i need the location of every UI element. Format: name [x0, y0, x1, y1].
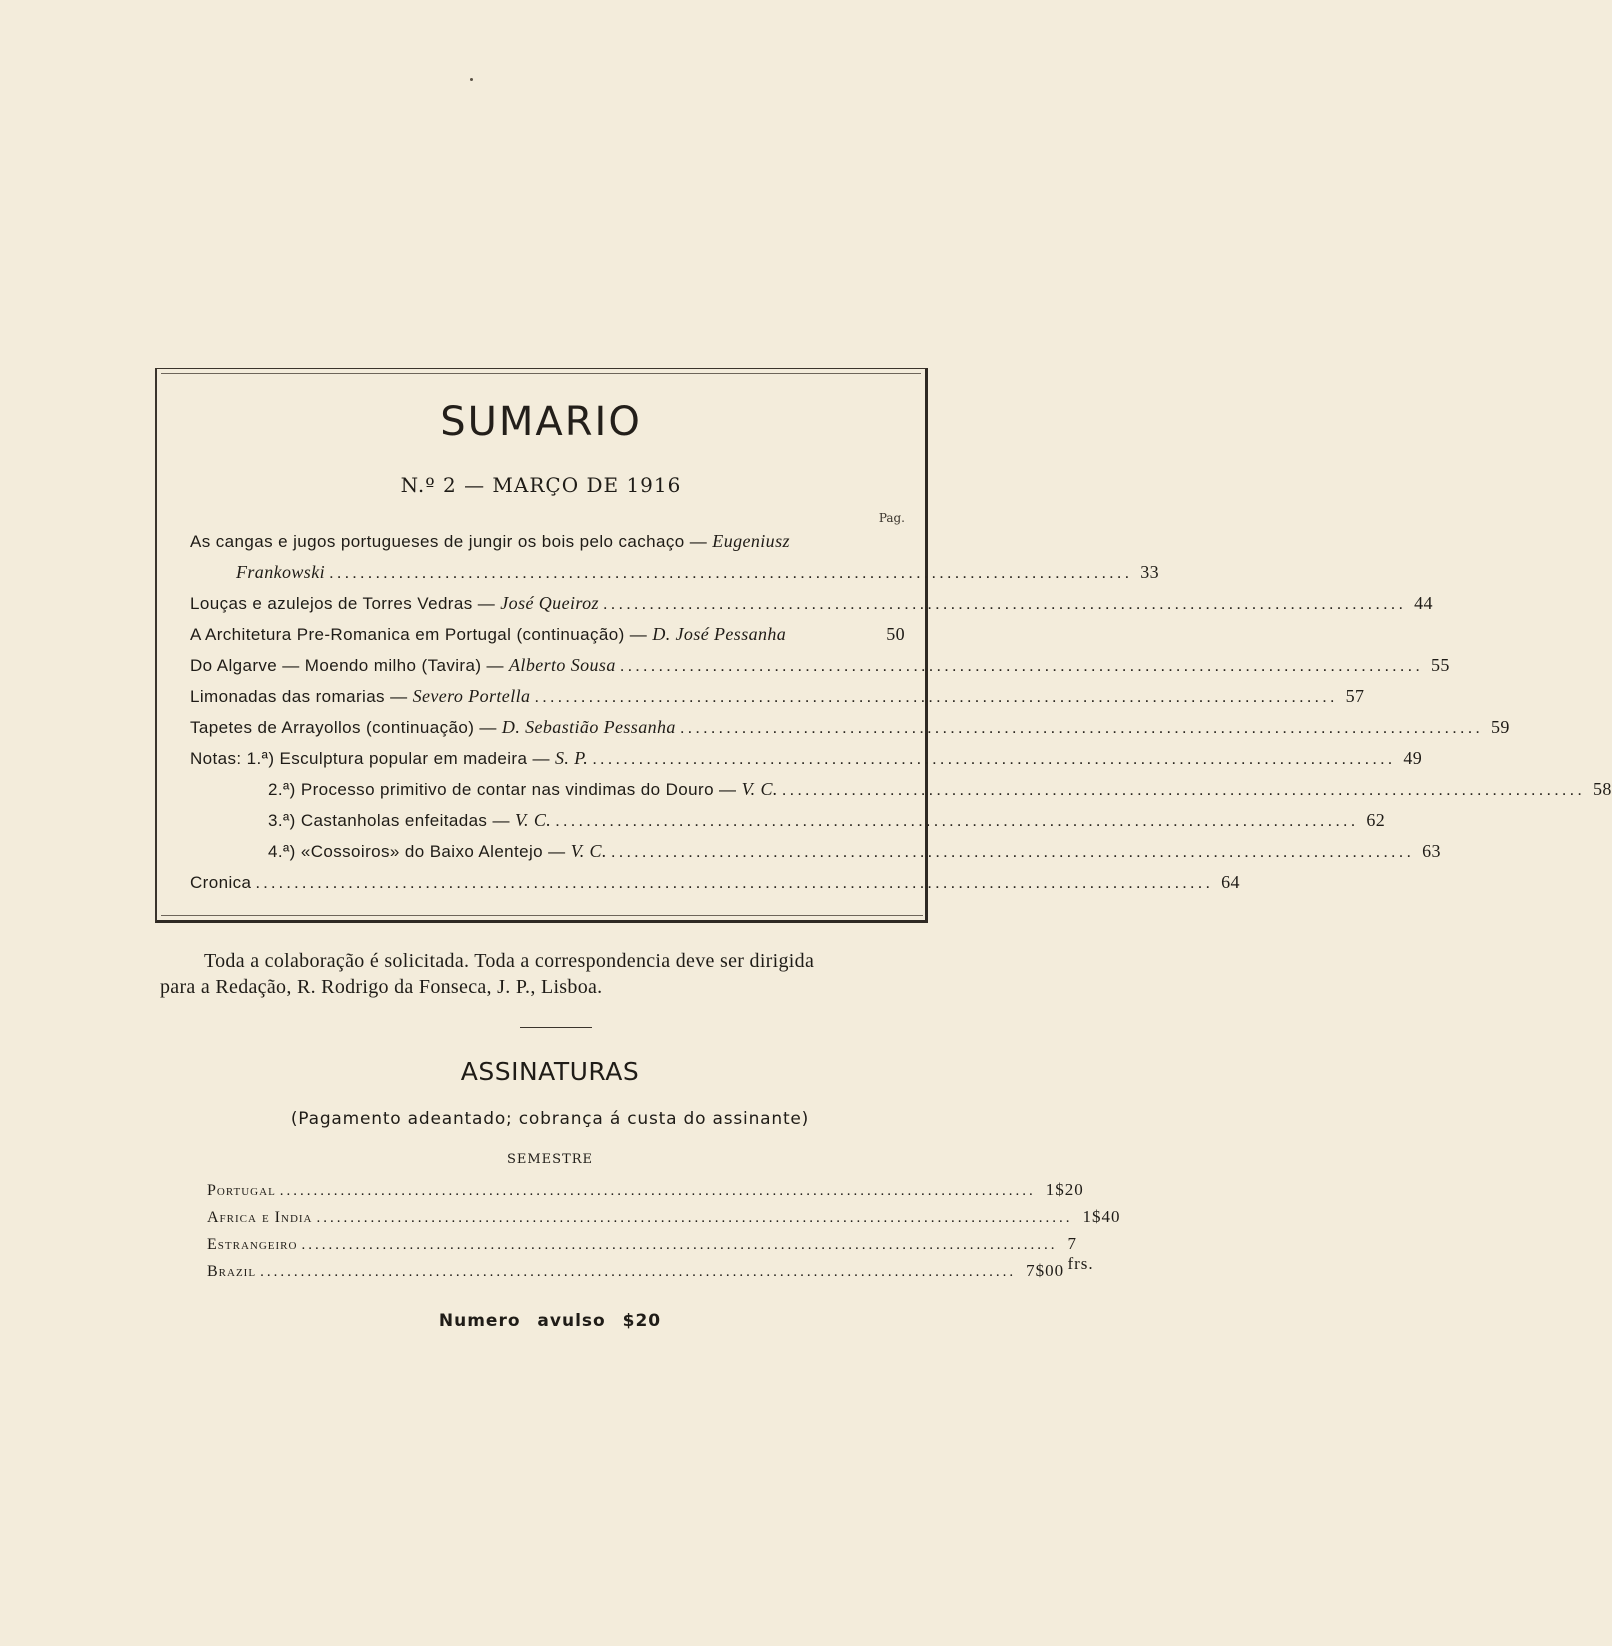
toc-entry	[190, 624, 905, 655]
toc-entry-author: Frankowski	[236, 562, 325, 582]
toc-entry-title: 4.ª) «Cossoiros» do Baixo Alentejo —	[268, 842, 571, 861]
toc-entry-page: 62	[1366, 810, 1386, 830]
toc-entry-page: 57	[1345, 686, 1365, 706]
toc-entry-title: A Architetura Pre-Romanica em Portugal (continuação) —	[190, 625, 653, 644]
dot-leader: ................................................................................................................	[260, 1264, 1017, 1280]
toc-entry	[190, 562, 1160, 593]
toc-entry-page: 63	[1422, 841, 1441, 861]
subscriptions-title: ASSINATURAS	[460, 1057, 640, 1086]
toc-entry-title: 2.ª) Processo primitivo de contar nas vindimas do Douro —	[268, 780, 742, 799]
issue-line: N.º 2 — MARÇO DE 1916	[400, 473, 682, 497]
price-value: 1$40	[1082, 1207, 1121, 1226]
price-row	[207, 1261, 1065, 1288]
dot-leader: ........................................................................................................	[781, 780, 1585, 799]
summary-box-inner-rule-top	[161, 373, 921, 374]
toc-entry-author: V. C.	[570, 841, 607, 861]
contribution-notice	[160, 948, 940, 1000]
price-region: Portugal	[207, 1182, 276, 1199]
toc-entry	[190, 593, 1433, 624]
toc-entry-title: Notas: 1.ª) Esculptura popular em madeira —	[190, 749, 555, 768]
price-row	[207, 1207, 1121, 1234]
summary-box-inner-rule-bottom	[161, 915, 923, 916]
dot-leader: ........................................................................................................	[329, 563, 1133, 582]
toc-entry-author: Alberto Sousa	[509, 655, 616, 675]
toc-entry-author: D. Sebastião Pessanha	[501, 717, 676, 737]
toc-entry-page: 33	[1140, 562, 1160, 582]
subscription-price-list	[207, 1180, 1121, 1288]
toc-entry-page: 44	[1414, 593, 1433, 613]
toc-entry-title: Do Algarve — Moendo milho (Tavira) —	[190, 656, 510, 675]
toc-entry-page: 55	[1430, 655, 1450, 675]
price-value: 7 frs.	[1067, 1234, 1094, 1273]
price-row	[207, 1180, 1084, 1207]
dot-leader: ............................................................................................................................	[255, 873, 1214, 892]
dot-leader: ................................................................................................................	[301, 1237, 1058, 1253]
toc-entry-page: 50	[886, 624, 905, 644]
dot-leader: ........................................................................................................	[679, 718, 1484, 737]
toc-entry-author: Severo Portella	[412, 686, 531, 706]
toc-entry	[190, 810, 1386, 841]
dot-leader: ................................................................................................................	[316, 1210, 1073, 1226]
summary-box	[155, 368, 1612, 923]
toc-entry	[190, 655, 1450, 686]
toc-entry-author: V. C.	[741, 779, 778, 799]
price-value: 7$00	[1026, 1261, 1065, 1280]
subscriptions-note: (Pagamento adeantado; cobrança á custa do assinante)	[290, 1109, 810, 1129]
toc-entry-title: Cronica	[190, 873, 252, 892]
toc-entry-author: D. José Pessanha	[652, 624, 787, 644]
toc-entry-title: Louças e azulejos de Torres Vedras —	[190, 594, 501, 613]
toc-entry	[190, 686, 1365, 717]
section-divider	[520, 1027, 592, 1028]
toc-entry-author: José Queiroz	[500, 593, 599, 613]
dot-leader: ................................................................................................................	[279, 1183, 1036, 1199]
summary-title: SUMARIO	[440, 399, 642, 445]
toc-entry-author: S. P.	[555, 748, 589, 768]
dot-leader: ........................................................................................................	[619, 656, 1423, 675]
toc-entry	[190, 872, 1240, 903]
toc-entry-title: Tapetes de Arrayollos (continuação) —	[190, 718, 502, 737]
toc-entry-title: 3.ª) Castanholas enfeitadas —	[268, 811, 515, 830]
price-value: 1$20	[1045, 1180, 1084, 1199]
toc-entry	[190, 779, 1612, 810]
toc-entry-page: 58	[1592, 779, 1612, 799]
toc-entry	[190, 841, 1441, 872]
paper-speck	[470, 78, 473, 81]
dot-leader: ........................................................................................................	[610, 842, 1415, 861]
toc-entry-author: Eugeniusz	[712, 531, 790, 551]
toc-entry	[190, 717, 1510, 748]
toc-entry-page: 59	[1491, 717, 1510, 737]
toc-entry	[190, 748, 1423, 779]
toc-entry-page: 49	[1403, 748, 1423, 768]
notice-line: para a Redação, R. Rodrigo da Fonseca, J. P., Lisboa.	[160, 976, 603, 998]
dot-leader: ........................................................................................................	[555, 811, 1359, 830]
single-issue-price: Numero avulso $20	[438, 1311, 662, 1331]
page-column-header: Pag.	[878, 511, 905, 525]
toc-entry-author: V. C.	[514, 810, 552, 830]
notice-line: Toda a colaboração é solicitada. Toda a correspondencia deve ser dirigida	[204, 950, 815, 972]
dot-leader: ........................................................................................................	[602, 594, 1407, 613]
price-region: Estrangeiro	[207, 1236, 298, 1253]
dot-leader: ........................................................................................................	[534, 687, 1338, 706]
price-region: Brazil	[207, 1263, 257, 1280]
table-of-contents	[190, 531, 1612, 903]
price-region: Africa e India	[207, 1209, 313, 1226]
dot-leader: ........................................................................................................	[592, 749, 1396, 768]
toc-entry-page: 64	[1221, 872, 1240, 892]
toc-entry	[190, 531, 905, 562]
toc-entry-title: Limonadas das romarias —	[190, 687, 413, 706]
subscriptions-period: SEMESTRE	[506, 1152, 594, 1167]
toc-entry-title: As cangas e jugos portugueses de jungir os bois pelo cachaço —	[190, 532, 713, 551]
